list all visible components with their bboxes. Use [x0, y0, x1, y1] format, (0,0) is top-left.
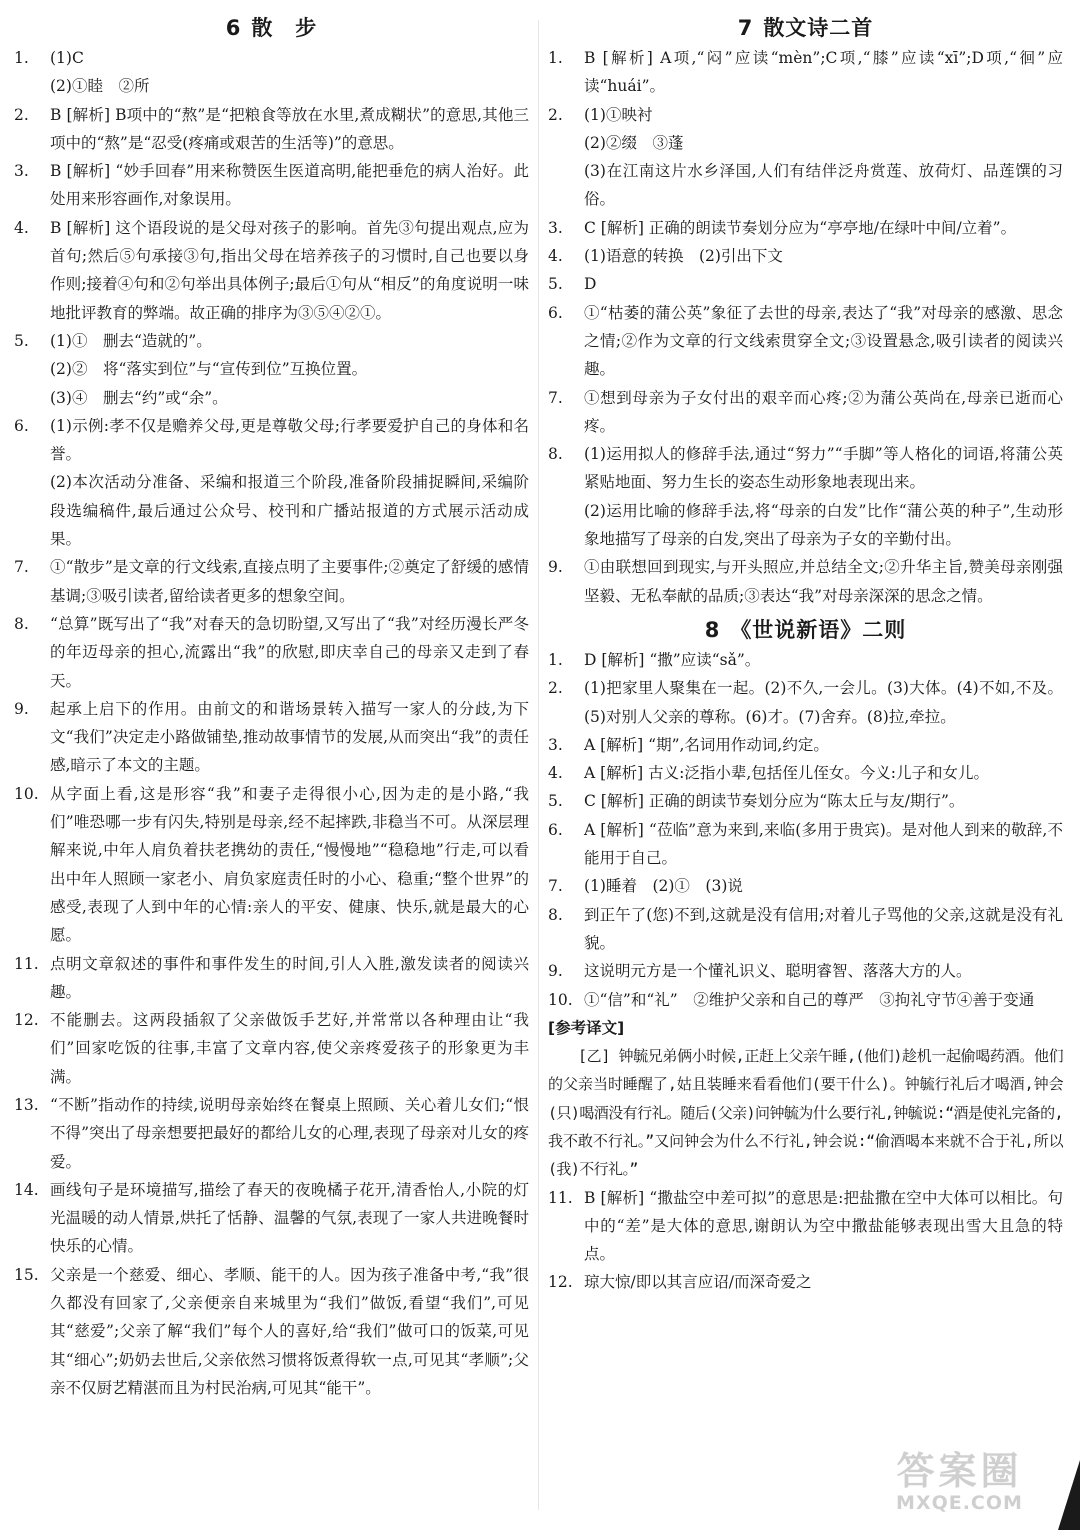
- answer-text: (1)语意的转换 (2)引出下文: [584, 247, 783, 266]
- answer-text: B [解析] “妙手回春”用来称赞医生医道高明,能把垂危的病人治好。此处用来形容画作,对象误用。: [50, 162, 529, 209]
- answer-number: 13.: [14, 1095, 39, 1114]
- section-heading-8: [548, 614, 1063, 646]
- answer-number: 8.: [548, 905, 563, 924]
- answer-text: 到正午了(您)不到,这就是没有信用;对着儿子骂他的父亲,这就是没有礼貌。: [584, 905, 1063, 952]
- answer-text: (2)②缀 ③蓬: [584, 133, 684, 152]
- site-watermark: [857, 1450, 1062, 1520]
- reference-translation-body: [548, 1042, 1063, 1183]
- answer-number: 1.: [14, 49, 29, 67]
- answer-text: B [解析] B项中的“熬”是“把粮食等放在水里,煮成糊状”的意思,其他三项中的“熬”是“忍受(疼痛或艰苦的生活等)”的意思。: [50, 105, 529, 152]
- answer-item: [548, 214, 1063, 242]
- answer-text: (3)在江南这片水乡泽国,人们有结伴泛舟赏莲、放荷灯、品莲馔的习俗。: [584, 162, 1063, 209]
- answer-text: B [解析] A项,“闷”应读“mèn”;C项,“膝”应读“xī”;D项,“徊”应读“huái”。: [584, 49, 1063, 96]
- answer-number: 3.: [548, 218, 563, 237]
- answer-text: 画线句子是环境描写,描绘了春天的夜晚橘子花开,清香怡人,小院的灯光温暖的动人情景,烘托了恬静、温馨的气氛,表现了一家人共进晚餐时快乐的心情。: [50, 1180, 529, 1256]
- answer-text: 点明文章叙述的事件和事件发生的时间,引人入胜,激发读者的阅读兴趣。: [50, 954, 529, 1001]
- answer-list-8: [548, 646, 1063, 1014]
- answer-number: 9.: [14, 699, 29, 718]
- answer-item: [14, 950, 529, 1007]
- answer-number: 2.: [14, 105, 29, 124]
- answer-number: 7.: [548, 877, 563, 896]
- answer-number: 4.: [14, 218, 29, 237]
- answer-item: [14, 44, 529, 101]
- answer-number: 8.: [548, 445, 563, 464]
- answer-number: 5.: [14, 331, 29, 350]
- section-number: 7: [737, 16, 754, 40]
- answer-text: D [解析] “撒”应读“sǎ”。: [584, 650, 761, 669]
- left-column: [14, 12, 529, 1402]
- answer-number: 4.: [548, 247, 563, 266]
- answer-item: [14, 214, 529, 327]
- answer-item: [548, 901, 1063, 958]
- answer-number: 6.: [548, 820, 563, 839]
- answer-text: ①“散步”是文章的行文线索,直接点明了主要事件;②奠定了舒缓的感情基调;③吸引读者,留给读者更多的想象空间。: [50, 558, 529, 605]
- answer-number: 8.: [14, 614, 29, 633]
- translation-paragraph: [乙] 钟毓兄弟俩小时候,正赶上父亲午睡,(他们)趁机一起偷喝药酒。他们的父亲当时睡醒了,姑且装睡来看看他们(要干什么)。钟毓行礼后才喝酒,钟会(只)喝酒没有行礼。随后(父亲)问钟毓为什么要行礼,钟毓说:“酒是使礼完备的,我不敢不行礼。”又问钟会为什么不行礼,钟会说:“偷酒喝本来就不合于礼,所以(我)不行礼。”: [548, 1047, 1063, 1179]
- answer-text: ①由联想回到现实,与开头照应,并总结全文;②升华主旨,赞美母亲刚强坚毅、无私奉献的品质;③表达“我”对母亲深深的思念之情。: [584, 558, 1063, 605]
- answer-number: 5.: [548, 275, 563, 294]
- answer-item: [14, 327, 529, 412]
- answer-text: A [解析] 古义:泛指小辈,包括侄儿侄女。今义:儿子和女儿。: [584, 764, 990, 783]
- answer-text: (2)运用比喻的修辞手法,将“母亲的白发”比作“蒲公英的种子”,生动形象地描写了母亲的白发,突出了母亲为子女的辛勤付出。: [584, 501, 1063, 549]
- answer-item: [14, 780, 529, 950]
- answer-number: 9.: [548, 962, 563, 981]
- answer-item: [548, 674, 1063, 731]
- answer-text: (1)①映衬: [584, 105, 653, 124]
- answer-text: 这说明元方是一个懂礼识义、聪明睿智、落落大方的人。: [584, 962, 972, 981]
- answer-number: 6.: [548, 303, 563, 322]
- answer-text: A [解析] “期”,名词用作动词,约定。: [584, 735, 829, 754]
- answer-number: 5.: [548, 792, 563, 811]
- answer-text: ①“枯萎的蒲公英”象征了去世的母亲,表达了“我”对母亲的感激、思念之情;②作为文章的行文线索贯穿全文;③设置悬念,吸引读者的阅读兴趣。: [584, 303, 1063, 379]
- answer-number: 12.: [14, 1011, 39, 1030]
- answer-number: 7.: [14, 558, 29, 577]
- answer-item: [548, 270, 1063, 298]
- answer-item: [14, 157, 529, 214]
- answer-text: 琼大惊/即以其言应诏/而深奇爱之: [584, 1273, 812, 1292]
- answer-item: [14, 1091, 529, 1176]
- answer-list-8-continued: [548, 1184, 1063, 1297]
- answer-text: C [解析] 正确的朗读节奏划分应为“陈太丘与友/期行”。: [584, 792, 965, 811]
- answer-text: “不断”指动作的持续,说明母亲始终在餐桌上照顾、关心着儿女们;“恨不得”突出了母亲想要把最好的都给儿女的心理,表现了母亲对儿女的疼爱。: [50, 1095, 529, 1171]
- answer-item: [14, 101, 529, 158]
- answer-text: (1)① 删去“造就的”。: [50, 331, 212, 350]
- watermark-url-text: MXQE.COM: [896, 1492, 1023, 1514]
- answer-number: 14.: [14, 1180, 39, 1199]
- answer-item: [14, 553, 529, 610]
- answer-item: [548, 646, 1063, 674]
- section-heading-6: [14, 12, 529, 44]
- answer-number: 1.: [548, 650, 563, 669]
- answer-number: 9.: [548, 558, 563, 577]
- answer-text: “总算”既写出了“我”对春天的急切盼望,又写出了“我”对经历漫长严冬的年迈母亲的担心,流露出“我”的欣慰,即庆幸自己的母亲又走到了春天。: [50, 614, 529, 690]
- answer-item: [548, 242, 1063, 270]
- answer-item: [548, 957, 1063, 985]
- answer-item: [14, 610, 529, 695]
- column-divider: [538, 20, 539, 1510]
- answer-item: [14, 412, 529, 553]
- answer-text: (1)C: [50, 49, 84, 67]
- answer-text: D: [584, 275, 597, 294]
- answer-item: [14, 1176, 529, 1261]
- answer-item: [548, 1268, 1063, 1296]
- answer-list-7: [548, 44, 1063, 610]
- answer-item: [548, 440, 1063, 553]
- answer-number: 4.: [548, 764, 563, 783]
- section-number: 6: [225, 16, 242, 40]
- answer-number: 11.: [14, 954, 39, 973]
- answer-number: 11.: [548, 1188, 573, 1207]
- answer-text: 不能删去。这两段插叙了父亲做饭手艺好,并常常以各种理由让“我们”回家吃饭的往事,丰富了文章内容,使父亲疼爱孩子的形象更为丰满。: [50, 1011, 529, 1086]
- answer-number: 3.: [548, 735, 563, 754]
- answer-item: [548, 1184, 1063, 1269]
- section-number: 8: [704, 617, 721, 642]
- answer-number: 12.: [548, 1273, 573, 1292]
- answer-text: (1)示例:孝不仅是赡养父母,更是尊敬父母;行孝要爱护自己的身体和名誉。: [50, 416, 529, 464]
- answer-item: [548, 553, 1063, 610]
- section-title: 散 步: [251, 16, 318, 40]
- answer-text: ①想到母亲为子女付出的艰辛而心疼;②为蒲公英尚在,母亲已逝而心疼。: [584, 388, 1063, 435]
- section-title: 《世说新语》二则: [730, 617, 907, 642]
- answer-item: [548, 986, 1063, 1014]
- answer-number: 6.: [14, 416, 29, 435]
- answer-text: C [解析] 正确的朗读节奏划分应为“亭亭地/在绿叶中间/立着”。: [584, 218, 1017, 237]
- answer-item: [548, 384, 1063, 441]
- answer-text: (1)睡着 (2)① (3)说: [584, 877, 743, 896]
- answer-item: [548, 731, 1063, 759]
- page-corner-mark: [1058, 1460, 1080, 1530]
- answer-number: 10.: [548, 990, 573, 1009]
- answer-number: 3.: [14, 162, 29, 181]
- answer-item: [548, 101, 1063, 214]
- answer-text: A [解析] “莅临”意为来到,来临(多用于贵宾)。是对他人到来的敬辞,不能用于自己。: [584, 820, 1063, 868]
- right-column: [548, 12, 1063, 1297]
- answer-number: 15.: [14, 1265, 39, 1284]
- answer-number: 2.: [548, 679, 563, 698]
- answer-text: (3)④ 删去“约”或“余”。: [50, 388, 228, 407]
- answer-item: [548, 872, 1063, 900]
- answer-text: (2)①睦 ②所: [50, 77, 150, 96]
- answer-text: 起承上启下的作用。由前文的和谐场景转入描写一家人的分歧,为下文“我们”决定走小路做铺垫,推动故事情节的发展,从而突出“我”的责任感,暗示了本文的主题。: [50, 699, 529, 775]
- answer-text: B [解析] “撒盐空中差可拟”的意思是:把盐撒在空中大体可以相比。句中的“差”是大体的意思,谢朗认为空中撒盐能够表现出雪大且急的特点。: [584, 1188, 1063, 1264]
- answer-item: [14, 1006, 529, 1091]
- answer-text: ①“信”和“礼” ②维护父亲和自己的尊严 ③拘礼守节④善于变通: [584, 990, 1035, 1009]
- answer-text: (2)本次活动分准备、采编和报道三个阶段,准备阶段捕捉瞬间,采编阶段选编稿件,最后通过公众号、校刊和广播站报道的方式展示活动成果。: [50, 473, 529, 549]
- answer-text: (1)把家里人聚集在一起。(2)不久,一会儿。(3)大体。(4)不如,不及。(5)对别人父亲的尊称。(6)才。(7)舍弃。(8)拉,牵拉。: [584, 679, 1063, 726]
- reference-translation-title: [参考译文]: [548, 1018, 625, 1037]
- answer-item: [548, 299, 1063, 384]
- answer-text: 父亲是一个慈爱、细心、孝顺、能干的人。因为孩子准备中考,“我”很久都没有回家了,父亲便亲自来城里为“我们”做饭,看望“我们”,可见其“慈爱”;父亲了解“我们”每个人的喜好,给“我们”做可口的饭菜,可见其“细心”;奶奶去世后,父亲依然习惯将饭煮得软一点,可见其“孝顺”;父亲不仅厨艺精湛而且为村民治病,可见其“能干”。: [50, 1265, 529, 1397]
- answer-text: B [解析] 这个语段说的是父母对孩子的影响。首先③句提出观点,应为首句;然后⑤句承接③句,指出父母在培养孩子的习惯时,自己也要以身作则;接着④句和②句举出具体例子;最后①句从“相反”的角度说明一味地批评教育的弊端。故正确的排序为③⑤④②①。: [50, 218, 529, 322]
- answer-item: [548, 787, 1063, 815]
- answer-item: [14, 1261, 529, 1402]
- answer-text: (1)运用拟人的修辞手法,通过“努力”“手脚”等人格化的词语,将蒲公英紧贴地面、努力生长的姿态生动形象地表现出来。: [584, 445, 1063, 492]
- watermark-logo-text: 答案圈: [896, 1449, 1023, 1493]
- answer-item: [548, 816, 1063, 873]
- answer-list-6: [14, 44, 529, 1402]
- answer-number: 1.: [548, 49, 563, 67]
- section-heading-7: [548, 12, 1063, 44]
- section-title: 散文诗二首: [763, 16, 874, 40]
- answer-number: 2.: [548, 105, 563, 124]
- answer-text: 从字面上看,这是形容“我”和妻子走得很小心,因为走的是小路,“我们”唯恐哪一步有闪失,特别是母亲,经不起摔跌,非稳当不可。从深层理解来说,中年人肩负着扶老携幼的责任,“慢慢地”“稳稳地”行走,可以看出中年人照顾一家老小、肩负家庭责任时的小心、稳重;“整个世界”的感受,表现了人到中年的心情:亲人的平安、健康、快乐,就是最大的心愿。: [50, 784, 529, 945]
- answer-number: 10.: [14, 784, 39, 803]
- answer-item: [548, 44, 1063, 101]
- answer-item: [548, 759, 1063, 787]
- answer-item: [14, 695, 529, 780]
- answer-number: 7.: [548, 388, 563, 407]
- answer-text: (2)② 将“落实到位”与“宣传到位”互换位置。: [50, 360, 368, 379]
